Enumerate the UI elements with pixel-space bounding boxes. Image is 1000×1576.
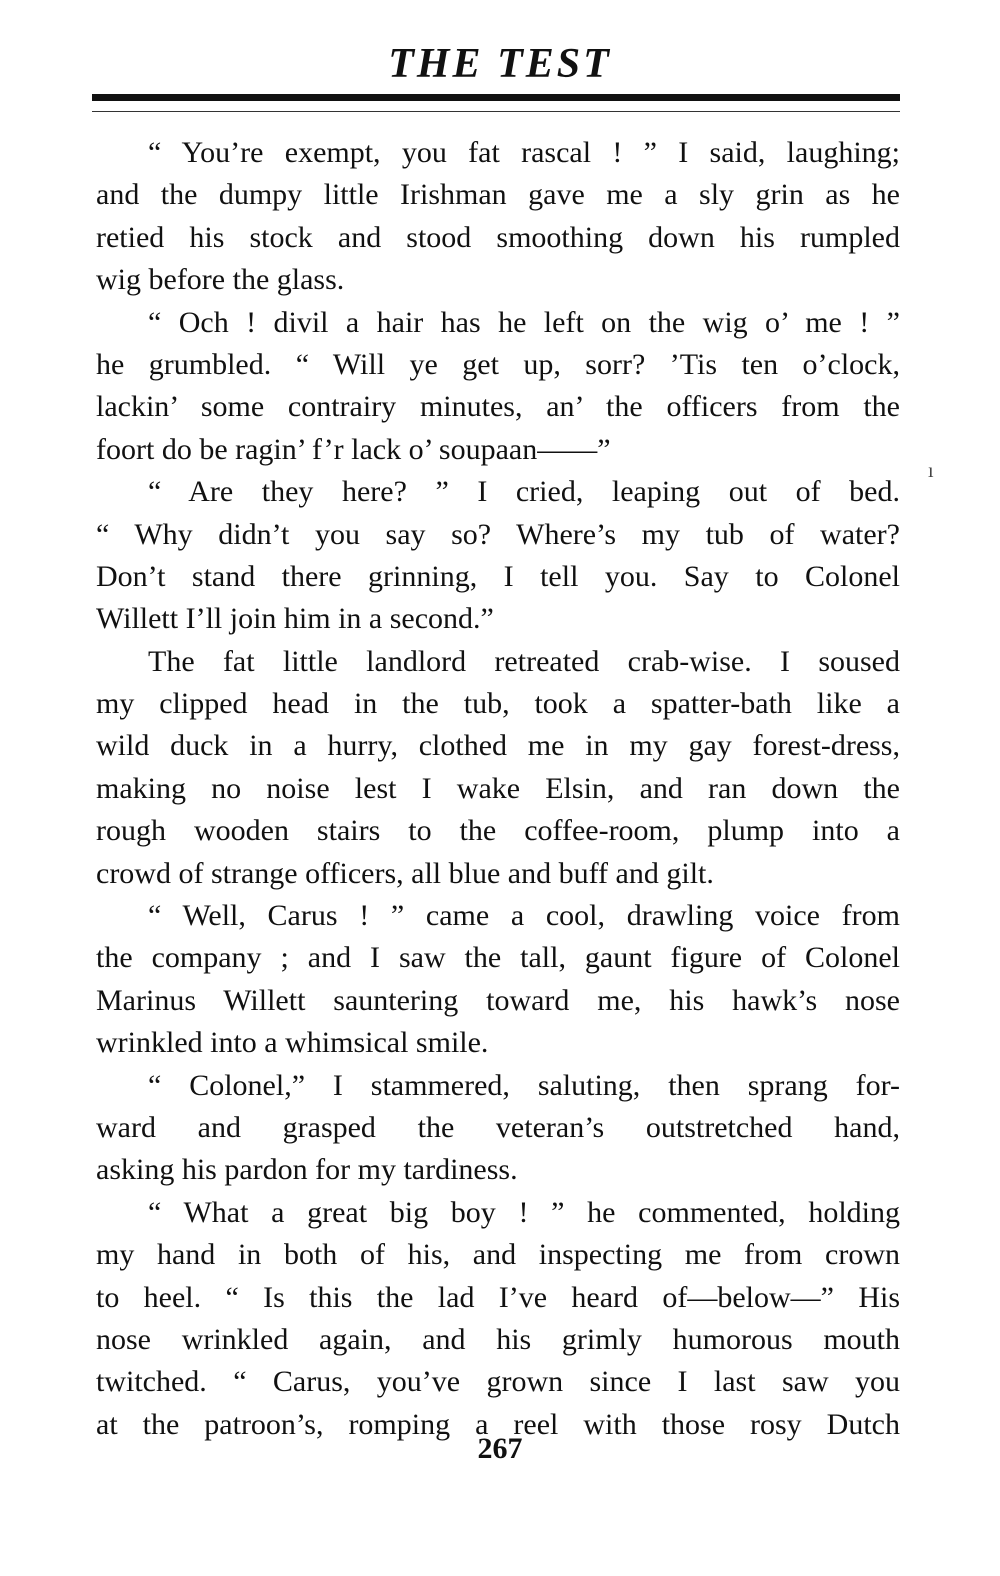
text-line: twitched. “ Carus, you’ve grown since I last saw you [96,1365,900,1399]
page-number: 267 [477,1432,523,1465]
text-line: the company ; and I saw the tall, gaunt figure of Colonel [96,941,900,975]
text-line: and the dumpy little Irishman gave me a sly grin as he [96,178,900,212]
text-line: at the patroon’s, romping a reel with those rosy Dutch [96,1407,900,1441]
body-text [96,132,900,1446]
text-line: Marinus Willett sauntering toward me, his hawk’s nose [96,983,900,1017]
text-line: asking his pardon for my tardiness. [96,1153,518,1187]
text-line: Don’t stand there grinning, I tell you. Say to Colonel [96,559,900,593]
text-line: “ Why didn’t you say so? Where’s my tub of water? [96,517,900,551]
text-line: “ Are they here? ” I cried, leaping out of bed. [148,475,900,509]
text-line: my clipped head in the tub, took a spatter-bath like a [96,687,900,721]
text-line: “ What a great big boy ! ” he commented, holding [148,1195,900,1229]
text-line: The fat little landlord retreated crab-wise. I soused [148,644,900,678]
text-line: “ Colonel,” I stammered, saluting, then sprang for- [148,1068,900,1102]
text-line: ward and grasped the veteran’s outstretched hand, [96,1110,900,1144]
text-line: “ You’re exempt, you fat rascal ! ” I said, laughing; [148,136,900,169]
text-line: wrinkled into a whimsical smile. [96,1026,489,1060]
text-line: nose wrinkled again, and his grimly humorous mouth [96,1322,900,1356]
text-line: Willett I’ll join him in a second.” [96,602,494,636]
text-line: foort do be ragin’ f’r lack o’ soupaan——” [96,432,611,466]
stray-ink-mark: ı [928,460,934,482]
text-line: “ Well, Carus ! ” came a cool, drawling voice from [148,899,900,933]
text-line: wild duck in a hurry, clothed me in my gay forest-dress, [96,729,900,763]
text-line: my hand in both of his, and inspecting me from crown [96,1238,900,1272]
header-rule-thin [92,111,900,112]
text-line: retied his stock and stood smoothing down his rumpled [96,220,900,254]
text-line: rough wooden stairs to the coffee-room, plump into a [96,814,900,848]
text-line: he grumbled. “ Will ye get up, sorr? ’Tis ten o’clock, [96,347,900,381]
page-title: THE TEST [388,41,612,87]
text-line: “ Och ! divil a hair has he left on the wig o’ me ! ” [148,305,900,339]
text-line: lackin’ some contrairy minutes, an’ the officers from the [96,390,900,424]
text-line: making no noise lest I wake Elsin, and ran down the [96,771,900,805]
text-line: wig before the glass. [96,263,345,297]
header-rule-thick [92,94,900,101]
text-line: to heel. “ Is this the lad I’ve heard of—below—” His [96,1280,900,1314]
text-line: crowd of strange officers, all blue and buff and gilt. [96,856,714,890]
